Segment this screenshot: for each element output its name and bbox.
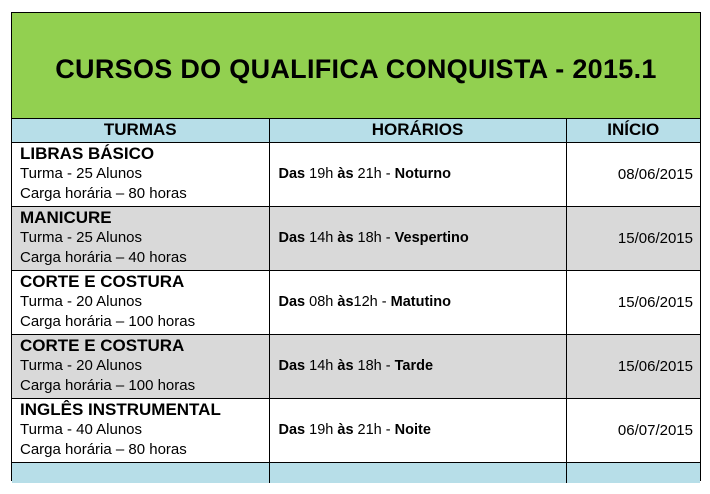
table-row — [12, 270, 700, 334]
start-date: 15/06/2015 — [566, 334, 700, 398]
footer-cell — [269, 462, 566, 483]
start-date: 08/06/2015 — [566, 142, 700, 206]
column-header-turmas: TURMAS — [12, 119, 269, 142]
schedule-cell: Das 19h às 21h - Noite — [269, 398, 566, 462]
start-date: 15/06/2015 — [566, 206, 700, 270]
course-turma: Turma - 20 Alunos — [20, 293, 142, 310]
title-banner — [12, 13, 700, 119]
course-turma: Turma - 25 Alunos — [20, 229, 142, 246]
course-cell — [12, 398, 269, 462]
course-cell — [12, 206, 269, 270]
table-header-row — [12, 119, 700, 142]
course-turma: Turma - 25 Alunos — [20, 165, 142, 182]
course-carga: Carga horária – 40 horas — [20, 249, 187, 266]
table-row — [12, 398, 700, 462]
start-date: 15/06/2015 — [566, 270, 700, 334]
table-row — [12, 334, 700, 398]
course-name: CORTE E COSTURA — [20, 336, 185, 355]
start-date: 06/07/2015 — [566, 398, 700, 462]
footer-cell — [566, 462, 700, 483]
schedule-cell: Das 08h às12h - Matutino — [269, 270, 566, 334]
course-name: INGLÊS INSTRUMENTAL — [20, 400, 221, 419]
schedule-cell: Das 14h às 18h - Tarde — [269, 334, 566, 398]
course-cell — [12, 334, 269, 398]
course-turma: Turma - 40 Alunos — [20, 421, 142, 438]
page-title: CURSOS DO QUALIFICA CONQUISTA - 2015.1 — [55, 54, 657, 84]
course-carga: Carga horária – 80 horas — [20, 185, 187, 202]
course-carga: Carga horária – 80 horas — [20, 441, 187, 458]
table-row — [12, 206, 700, 270]
table-row — [12, 142, 700, 206]
course-name: CORTE E COSTURA — [20, 272, 185, 291]
schedule-cell: Das 19h às 21h - Noturno — [269, 142, 566, 206]
schedule-cell: Das 14h às 18h - Vespertino — [269, 206, 566, 270]
course-carga: Carga horária – 100 horas — [20, 313, 196, 330]
footer-cell — [12, 462, 269, 483]
table-footer-row — [12, 462, 700, 483]
course-turma: Turma - 20 Alunos — [20, 357, 142, 374]
course-carga: Carga horária – 100 horas — [20, 377, 196, 394]
course-cell — [12, 142, 269, 206]
column-header-inicio: INÍCIO — [566, 119, 700, 142]
courses-table — [12, 119, 700, 483]
course-name: MANICURE — [20, 208, 112, 227]
column-header-horarios: HORÁRIOS — [269, 119, 566, 142]
courses-sheet — [11, 12, 701, 481]
course-name: LIBRAS BÁSICO — [20, 144, 155, 163]
course-cell — [12, 270, 269, 334]
